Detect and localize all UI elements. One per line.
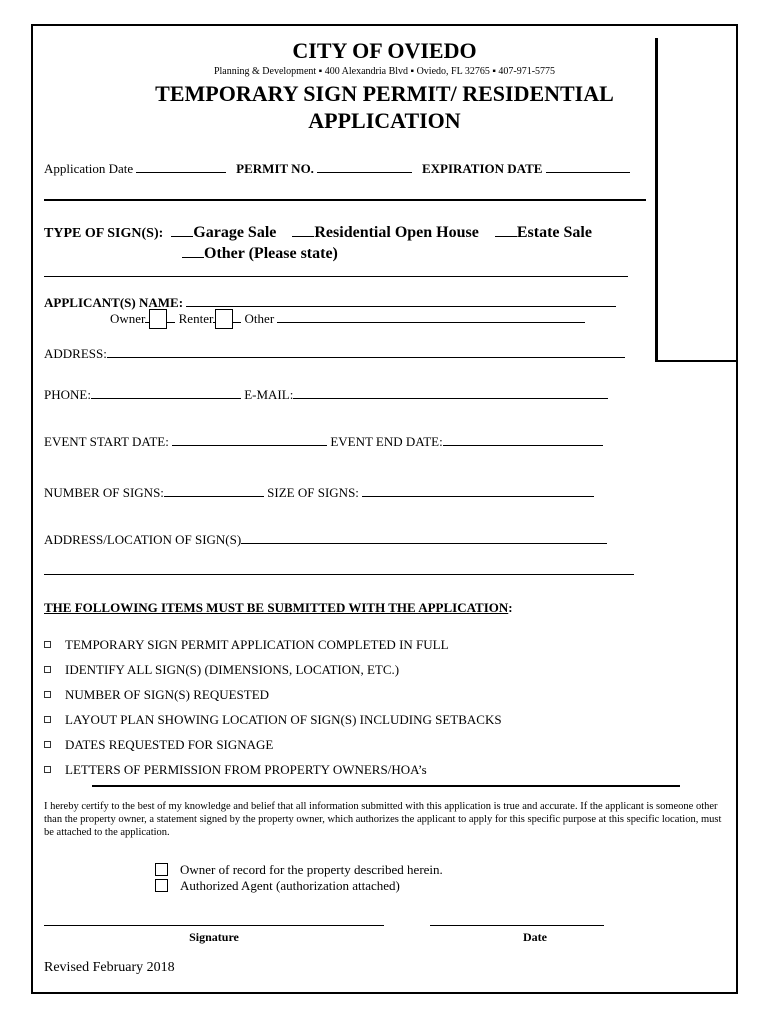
requirements-heading: THE FOLLOWING ITEMS MUST BE SUBMITTED WITH THE APPLICATION: [44, 600, 513, 615]
requirement-item [44, 662, 399, 678]
size-signs-field[interactable] [362, 484, 594, 497]
signature-label: Signature [189, 930, 239, 944]
checkbox-icon[interactable] [44, 716, 51, 723]
form-title [31, 80, 738, 134]
sign-type-row [44, 222, 592, 242]
size-signs-label: SIZE OF SIGNS: [267, 485, 359, 500]
sign-location-field-line2[interactable] [44, 574, 634, 575]
requirement-item [44, 687, 269, 703]
phone-field[interactable] [91, 386, 241, 399]
requirement-item [44, 737, 273, 753]
applicant-type-row [110, 309, 585, 329]
application-date-field[interactable] [136, 160, 226, 173]
garage-sale-field[interactable] [171, 222, 193, 237]
contact-row [44, 386, 608, 403]
phone-label: PHONE: [44, 387, 91, 402]
form-title-line1: TEMPORARY SIGN PERMIT/ RESIDENTIAL [155, 81, 614, 106]
garage-sale-option: Garage Sale [193, 224, 277, 241]
revision-note: Revised February 2018 [44, 960, 175, 975]
email-label: E-MAIL: [244, 387, 294, 402]
divider [92, 785, 680, 787]
other-sign-option: Other (Please state) [204, 245, 338, 262]
divider [44, 199, 646, 201]
owner-of-record-label: Owner of record for the property described herein. [180, 862, 443, 877]
event-start-field[interactable] [172, 433, 327, 446]
address-label: ADDRESS: [44, 346, 107, 361]
event-end-field[interactable] [443, 433, 603, 446]
city-name: CITY OF OVIEDO [292, 38, 477, 63]
requirement-text: LAYOUT PLAN SHOWING LOCATION OF SIGN(S) INCLUDING SETBACKS [65, 712, 502, 727]
requirement-text: IDENTIFY ALL SIGN(S) (DIMENSIONS, LOCATION, ETC.) [65, 662, 400, 677]
permit-no-field[interactable] [317, 160, 412, 173]
num-signs-field[interactable] [164, 484, 264, 497]
department-contact: Planning & Development ▪ 400 Alexandria Blvd ▪ Oviedo, FL 32765 ▪ 407-971-5775 [213, 66, 556, 77]
certification-text: I hereby certify to the best of my knowledge and belief that all information submitted with this application is true and accurate. If the applicant is someone other than the property owner, a statement signed by the property owner, which authorizes the applicant to apply for this specific purpose at this specific location, must be attached to the application. [44, 801, 722, 838]
authorized-agent-label: Authorized Agent (authorization attached) [180, 878, 400, 893]
requirement-text: NUMBER OF SIGN(S) REQUESTED [65, 687, 270, 702]
sign-location-label: ADDRESS/LOCATION OF SIGN(S) [44, 532, 242, 547]
owner-of-record-checkbox[interactable] [155, 863, 168, 876]
expiration-date-label: EXPIRATION DATE [421, 161, 543, 176]
checkbox-icon[interactable] [44, 641, 51, 648]
sign-type-label: TYPE OF SIGN(S): [44, 226, 164, 241]
owner-label: Owner [110, 311, 146, 326]
renter-checkbox[interactable] [215, 309, 233, 329]
authorized-agent-checkbox[interactable] [155, 879, 168, 892]
applicant-name-field[interactable] [186, 294, 616, 307]
sign-location-field[interactable] [241, 531, 607, 544]
other-sign-field[interactable] [182, 243, 204, 258]
date-field[interactable] [430, 925, 604, 926]
applicant-name-label: APPLICANT(S) NAME: [44, 295, 184, 310]
requirement-item [44, 637, 449, 653]
other-sign-row [182, 243, 338, 263]
checkbox-icon[interactable] [44, 741, 51, 748]
open-house-field[interactable] [292, 222, 314, 237]
permit-no-label: PERMIT NO. [236, 161, 314, 176]
other-label: Other [244, 311, 275, 326]
requirement-item [44, 712, 502, 728]
email-field[interactable] [293, 386, 608, 399]
requirement-text: TEMPORARY SIGN PERMIT APPLICATION COMPLETED IN FULL [65, 637, 449, 652]
application-date-label: Application Date [44, 161, 134, 176]
requirement-item [44, 762, 427, 778]
application-date-row [44, 160, 630, 177]
owner-of-record-row [155, 862, 443, 878]
event-start-label: EVENT START DATE: [44, 434, 169, 449]
form-title-line2: APPLICATION [308, 108, 461, 133]
requirement-text: LETTERS OF PERMISSION FROM PROPERTY OWNERS/HOA’s [65, 762, 427, 777]
signature-field[interactable] [44, 925, 384, 926]
checkbox-icon[interactable] [44, 666, 51, 673]
estate-sale-field[interactable] [495, 222, 517, 237]
open-house-option: Residential Open House [314, 224, 479, 241]
estate-sale-option: Estate Sale [516, 224, 592, 241]
address-row [44, 345, 625, 362]
checkbox-icon[interactable] [44, 691, 51, 698]
address-field[interactable] [107, 345, 625, 358]
other-field[interactable] [277, 310, 585, 323]
owner-checkbox[interactable] [149, 309, 167, 329]
sign-location-row [44, 531, 607, 548]
requirements-heading-text: THE FOLLOWING ITEMS MUST BE SUBMITTED WITH THE APPLICATION [44, 600, 509, 615]
checkbox-icon[interactable] [44, 766, 51, 773]
event-dates-row [44, 433, 603, 450]
date-label: Date [523, 930, 547, 944]
renter-label: Renter [178, 311, 214, 326]
authorized-agent-row [155, 878, 400, 894]
requirement-text: DATES REQUESTED FOR SIGNAGE [65, 737, 274, 752]
expiration-date-field[interactable] [546, 160, 630, 173]
event-end-label: EVENT END DATE: [330, 434, 443, 449]
signs-row [44, 484, 594, 501]
divider [44, 276, 628, 277]
num-signs-label: NUMBER OF SIGNS: [44, 485, 164, 500]
